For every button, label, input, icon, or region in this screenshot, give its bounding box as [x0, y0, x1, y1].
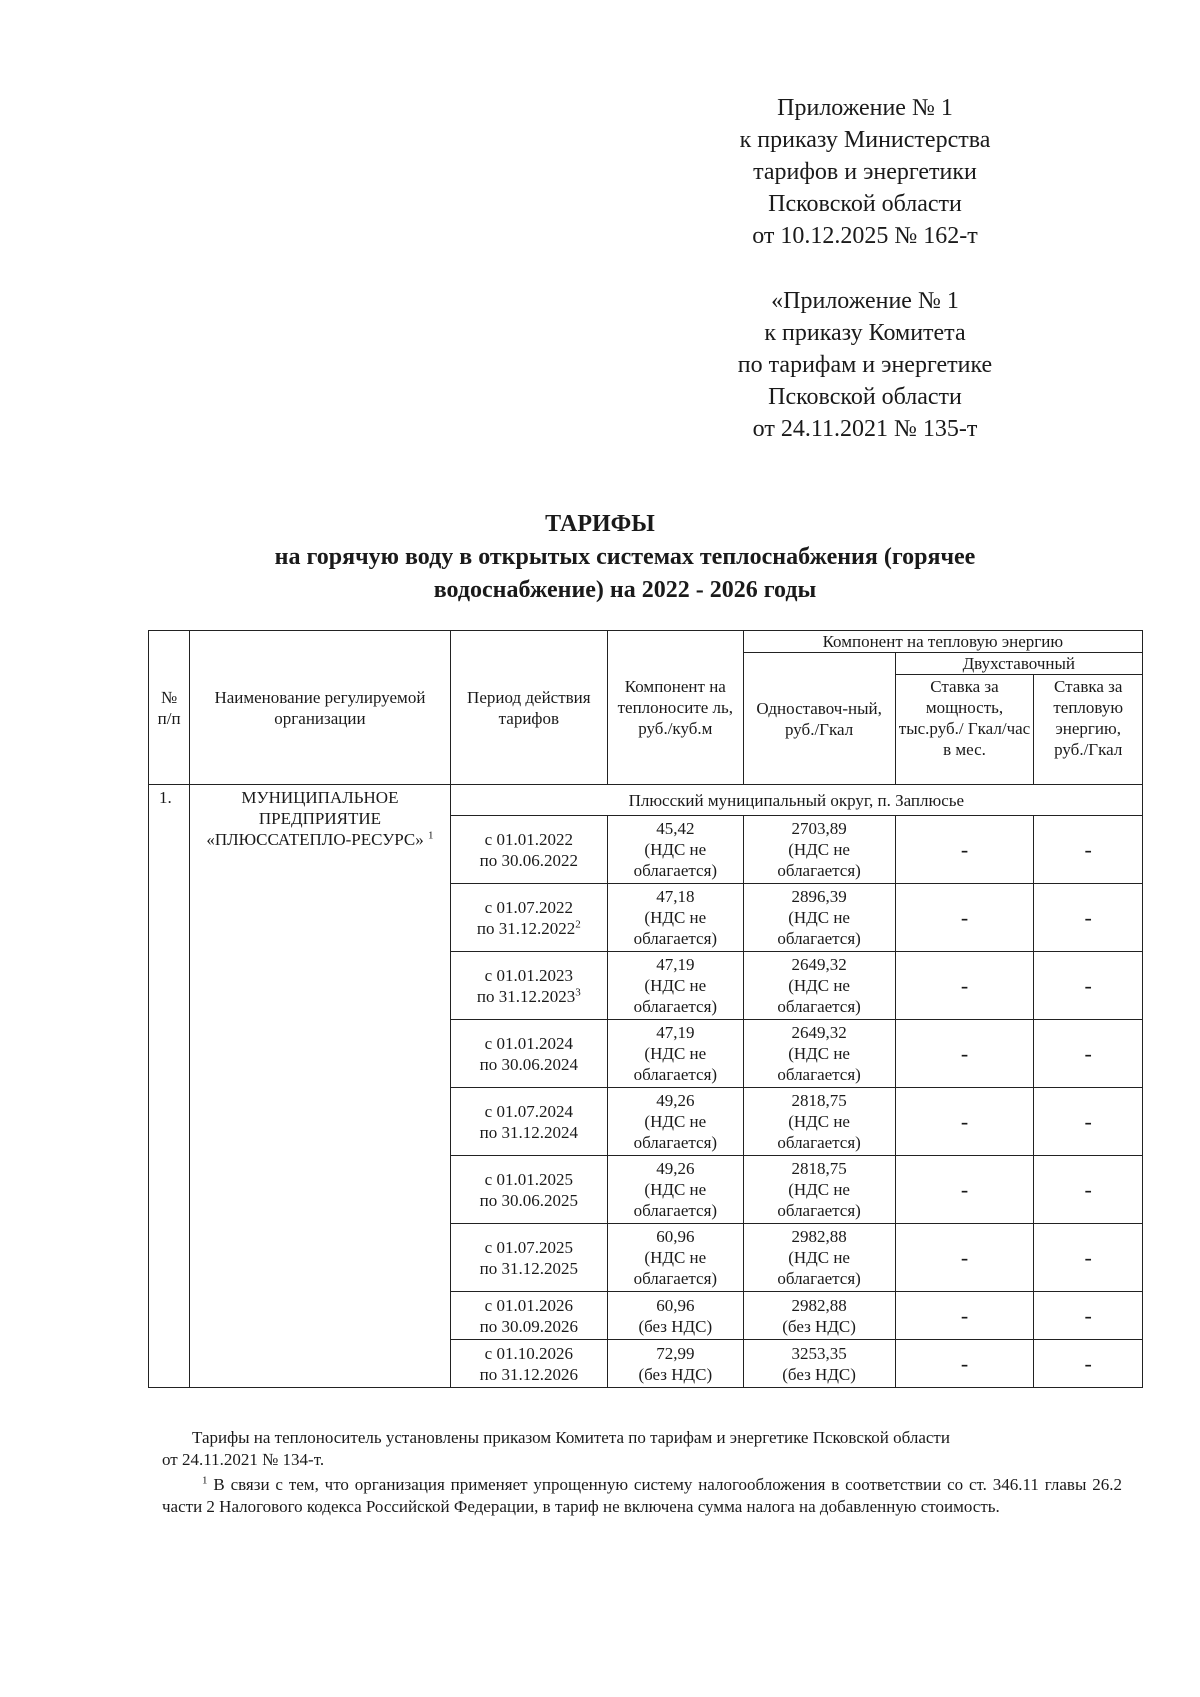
single-rate-cell: 2896,39 (НДС не облагается)	[743, 884, 895, 952]
footnote	[162, 1474, 1122, 1518]
carrier-cell: 47,18 (НДС не облагается)	[608, 884, 744, 952]
appendix-line: по тарифам и энергетике	[737, 352, 993, 378]
period-cell: с 01.07.2024 по 31.12.2024	[450, 1088, 607, 1156]
document-title: ТАРИФЫ	[545, 511, 655, 537]
header-period: Период действия тарифов	[450, 631, 607, 785]
appendix-line: к приказу Комитета	[764, 320, 966, 346]
appendix-line: от 24.11.2021 № 135-т	[752, 416, 978, 442]
period-cell: с 01.01.2025 по 30.06.2025	[450, 1156, 607, 1224]
header-energy-rate: Ставка за тепловую энергию, руб./Гкал	[1034, 675, 1143, 785]
carrier-cell: 49,26 (НДС не облагается)	[608, 1156, 744, 1224]
carrier-cell: 60,96 (НДС не облагается)	[608, 1224, 744, 1292]
single-rate-cell: 2982,88 (без НДС)	[743, 1292, 895, 1340]
single-rate-cell: 2818,75 (НДС не облагается)	[743, 1156, 895, 1224]
capacity-cell: -	[895, 1292, 1034, 1340]
period-cell: с 01.07.2022 по 31.12.2022$^2$	[450, 884, 607, 952]
energy-rate-cell: -	[1034, 1224, 1143, 1292]
appendix-line: от 10.12.2025 № 162-т	[752, 223, 978, 249]
period-cell: с 01.07.2025 по 31.12.2025	[450, 1224, 607, 1292]
appendix-line: «Приложение № 1	[771, 288, 959, 314]
single-rate-cell: 2649,32 (НДС не облагается)	[743, 1020, 895, 1088]
capacity-cell: -	[895, 952, 1034, 1020]
energy-rate-cell: -	[1034, 1292, 1143, 1340]
period-cell: с 01.01.2023 по 31.12.2023$^3$	[450, 952, 607, 1020]
energy-rate-cell: -	[1034, 1020, 1143, 1088]
org-footnote-marker: 1	[428, 829, 434, 842]
note-line: Тарифы на теплоноситель установлены приказом Комитета по тарифам и энергетике Псковской области	[192, 1428, 950, 1447]
header-energy-component: Компонент на тепловую энергию	[743, 631, 1142, 653]
header-carrier-component: Компонент на теплоносите ль, руб./куб.м	[608, 631, 744, 785]
carrier-cell: 47,19 (НДС не облагается)	[608, 1020, 744, 1088]
appendix-line: Приложение № 1	[777, 95, 953, 121]
row-number: 1.	[149, 785, 190, 1388]
footnote-marker: 1	[202, 1474, 208, 1487]
energy-rate-cell: -	[1034, 884, 1143, 952]
header-capacity-rate: Ставка за мощность, тыс.руб./ Гкал/час в мес.	[895, 675, 1034, 785]
carrier-cell: 47,19 (НДС не облагается)	[608, 952, 744, 1020]
energy-rate-cell: -	[1034, 1156, 1143, 1224]
header-single-rate: Одноставоч-ный, руб./Гкал	[743, 653, 895, 785]
capacity-cell: -	[895, 884, 1034, 952]
capacity-cell: -	[895, 1340, 1034, 1388]
carrier-cell: 72,99 (без НДС)	[608, 1340, 744, 1388]
period-cell: с 01.01.2024 по 30.06.2024	[450, 1020, 607, 1088]
header-organization: Наименование регулируемой организации	[190, 631, 450, 785]
appendix-header-original	[700, 285, 1030, 445]
single-rate-cell: 2649,32 (НДС не облагается)	[743, 952, 895, 1020]
energy-rate-cell: -	[1034, 1340, 1143, 1388]
header-number: № п/п	[149, 631, 190, 785]
carrier-cell: 60,96 (без НДС)	[608, 1292, 744, 1340]
footnote-text: В связи с тем, что организация применяет упрощенную систему налогообложения в соответствии со ст. 346.11 главы 26.2 части 2 Налогового кодекса Российской Федерации, в тариф не включена сумма налога на добавленную стоимость.	[162, 1475, 1122, 1516]
capacity-cell: -	[895, 816, 1034, 884]
period-cell: с 01.01.2022 по 30.06.2022	[450, 816, 607, 884]
appendix-header-current	[700, 92, 1030, 252]
appendix-line: к приказу Министерства	[739, 127, 991, 153]
single-rate-cell: 2703,89 (НДС не облагается)	[743, 816, 895, 884]
appendix-line: Псковской области	[768, 384, 962, 410]
single-rate-cell: 2982,88 (НДС не облагается)	[743, 1224, 895, 1292]
note-line: от 24.11.2021 № 134-т.	[162, 1450, 325, 1469]
energy-rate-cell: -	[1034, 816, 1143, 884]
region-name: Плюсский муниципальный округ, п. Заплюсье	[450, 785, 1142, 816]
capacity-cell: -	[895, 1020, 1034, 1088]
carrier-cell: 45,42 (НДС не облагается)	[608, 816, 744, 884]
single-rate-cell: 3253,35 (без НДС)	[743, 1340, 895, 1388]
capacity-cell: -	[895, 1224, 1034, 1292]
energy-rate-cell: -	[1034, 952, 1143, 1020]
tariff-table	[148, 630, 1143, 1388]
capacity-cell: -	[895, 1088, 1034, 1156]
single-rate-cell: 2818,75 (НДС не облагается)	[743, 1088, 895, 1156]
organization-name: МУНИЦИПАЛЬНОЕ ПРЕДПРИЯТИЕ «ПЛЮССАТЕПЛО-РЕСУРС» $^1$	[190, 785, 450, 1388]
period-cell: с 01.10.2026 по 31.12.2026	[450, 1340, 607, 1388]
appendix-line: тарифов и энергетики	[753, 159, 977, 185]
carrier-cell: 49,26 (НДС не облагается)	[608, 1088, 744, 1156]
appendix-line: Псковской области	[768, 191, 962, 217]
capacity-cell: -	[895, 1156, 1034, 1224]
header-two-part: Двухставочный	[895, 653, 1142, 675]
document-subtitle: на горячую воду в открытых системах теплоснабжения (горячее водоснабжение) на 2022 - 2026 годы	[274, 544, 976, 603]
energy-rate-cell: -	[1034, 1088, 1143, 1156]
period-cell: с 01.01.2026 по 30.09.2026	[450, 1292, 607, 1340]
carrier-note	[162, 1427, 1122, 1471]
